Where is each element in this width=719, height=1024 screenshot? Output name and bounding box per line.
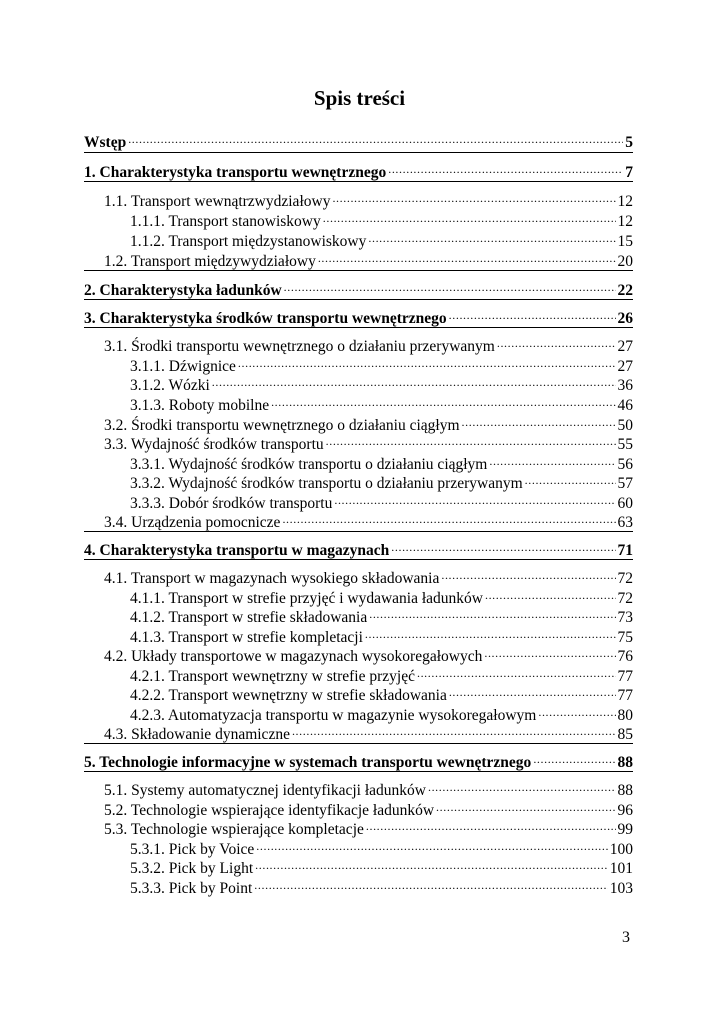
toc-entry-4-1-2[interactable] [130,602,633,626]
toc-entry-label: 1. Charakterystyka transportu wewnętrznego [84,164,387,181]
toc-entry-label: 4.1.3. Transport w strefie kompletacji [130,629,363,646]
toc-entry-label: 2. Charakterystyka ładunków [84,282,282,299]
toc-entry-page: 55 [617,436,633,453]
toc-entry-page: 46 [617,397,633,414]
toc-entry-label: 5.3.1. Pick by Voice [130,841,255,858]
toc-entry-page: 27 [617,338,633,355]
dot-leader [485,583,616,603]
toc-entry-page: 88 [617,754,633,771]
dot-leader [128,127,623,147]
toc-entry-label: 4.1. Transport w magazynach wysokiego składowania [104,570,440,587]
page-number: 3 [622,929,630,946]
toc-entry-3-3-2[interactable] [130,468,633,492]
dot-leader [428,775,616,795]
dot-leader [388,157,623,177]
toc-entry-page: 71 [617,542,633,559]
dot-leader [417,661,616,681]
toc-entry-label: 4. Charakterystyka transportu w magazynach [84,542,390,559]
dot-leader [326,429,616,449]
toc-entry-page: 22 [617,282,633,299]
toc-entry-label: 5.3.2. Pick by Light [130,860,254,877]
toc-entry-page: 96 [617,802,633,819]
toc-entry-page: 12 [617,213,633,230]
dot-leader [462,410,616,430]
toc-entry-3-1-1[interactable] [130,351,633,375]
toc-entry-page: 99 [617,821,633,838]
toc-entry-page: 63 [617,514,633,531]
toc-entry-label: 5.3.3. Pick by Point [130,880,253,897]
toc-entry-page: 76 [617,648,633,665]
toc-entry-3-1[interactable] [104,331,633,355]
toc-entry-label: 4.2.2. Transport wewnętrzny w strefie składowania [130,687,447,704]
dot-leader [284,275,616,295]
dot-leader [292,719,616,739]
dot-leader [368,226,615,246]
toc-entry-1-2[interactable] [104,246,633,270]
dot-leader [489,449,615,469]
toc-entry-4-2-3[interactable] [130,700,633,724]
section-divider [84,771,633,772]
toc-entry-page: 20 [617,253,633,270]
toc-entry-label: 3.3.1. Wydajność środków transportu o działaniu ciągłym [130,456,488,473]
toc-entry-4-1[interactable] [104,563,633,587]
toc-entry-label: 1.1. Transport wewnątrzwydziałowy [104,193,331,210]
toc-entry-label: 4.1.1. Transport w strefie przyjęć i wydawania ładunków [130,590,483,607]
toc-entry-chapter-3[interactable] [84,303,633,327]
section-divider [84,270,633,271]
toc-entry-label: 5. Technologie informacyjne w systemach transportu wewnętrznego [84,754,532,771]
toc-entry-4-3[interactable] [104,719,633,743]
dot-leader [282,507,615,527]
toc-entry-5-3[interactable] [104,814,633,838]
dot-leader [365,622,616,642]
toc-entry-page: 88 [617,782,633,799]
dot-leader [497,331,616,351]
toc-entry-label: 4.3. Składowanie dynamiczne [104,726,290,743]
section-divider [84,743,633,744]
dot-leader [366,814,616,834]
dot-leader [255,853,608,873]
section-divider [84,559,633,560]
toc-entry-label: 1.1.2. Transport międzystanowiskowy [130,233,367,250]
toc-entry-5-3-1[interactable] [130,834,633,858]
toc-entry-1-1[interactable] [104,186,633,210]
toc-entry-wstep[interactable] [84,127,633,151]
dot-leader [212,370,616,390]
toc-entry-page: 75 [617,629,633,646]
toc-entry-page: 72 [617,570,633,587]
dot-leader [323,206,616,226]
toc-entry-chapter-1[interactable] [84,157,633,181]
dot-leader [533,747,615,767]
page-title: Spis treści [313,86,406,110]
dot-leader [484,641,615,661]
toc-entry-5-1[interactable] [104,775,633,799]
toc-entry-label: 3.3. Wydajność środków transportu [104,436,324,453]
toc-entry-1-1-1[interactable] [130,206,633,230]
toc-entry-label: 4.2. Układy transportowe w magazynach wysokoregałowych [104,648,483,665]
dot-leader [332,186,615,206]
dot-leader [525,468,616,488]
toc-entry-label: 3.1. Środki transportu wewnętrznego o działaniu przerywanym [104,338,495,355]
section-divider [84,531,633,532]
toc-entry-3-2[interactable] [104,410,633,434]
toc-entry-page: 72 [617,590,633,607]
toc-entry-1-1-2[interactable] [130,226,633,250]
dot-leader [369,602,615,622]
toc-entry-page: 77 [617,687,633,704]
dot-leader [538,700,615,720]
dot-leader [318,246,616,266]
toc-entry-label: 3.4. Urządzenia pomocnicze [104,514,281,531]
toc-entry-label: 3. Charakterystyka środków transportu wewnętrznego [84,310,447,327]
toc-entry-page: 50 [617,417,633,434]
toc-entry-label: 4.1.2. Transport w strefie składowania [130,609,368,626]
dot-leader [254,873,607,893]
toc-entry-page: 77 [617,668,633,685]
section-divider [84,299,633,300]
toc-entry-page: 7 [625,164,633,181]
dot-leader [449,303,616,323]
toc-entry-page: 73 [617,609,633,626]
section-divider [84,152,633,153]
toc-entry-page: 5 [625,134,633,151]
toc-entry-3-3-3[interactable] [130,488,633,512]
toc-entry-3-3[interactable] [104,429,633,453]
toc-entry-5-3-2[interactable] [130,853,633,877]
toc-entry-label: 3.2. Środki transportu wewnętrznego o działaniu ciągłym [104,417,460,434]
toc-entry-page: 100 [609,841,633,858]
toc-entry-chapter-5[interactable] [84,747,633,771]
dot-leader [334,488,615,508]
toc-entry-4-2[interactable] [104,641,633,665]
toc-entry-page: 103 [609,880,633,897]
toc-entry-4-2-1[interactable] [130,661,633,685]
toc-entry-5-2[interactable] [104,795,633,819]
toc-entry-label: 1.1.1. Transport stanowiskowy [130,213,321,230]
toc-entry-page: 26 [617,310,633,327]
dot-leader [441,563,615,583]
section-divider [84,327,633,328]
toc-entry-label: 3.3.2. Wydajność środków transportu o działaniu przerywanym [130,475,523,492]
toc-entry-page: 60 [617,495,633,512]
dot-leader [449,680,616,700]
toc-entry-label: 3.1.1. Dźwignice [130,358,236,375]
toc-entry-page: 36 [617,377,633,394]
toc-entry-page: 101 [609,860,633,877]
toc-entry-page: 80 [617,707,633,724]
section-divider [84,181,633,182]
toc-entry-page: 56 [617,456,633,473]
toc-entry-label: 3.1.3. Roboty mobilne [130,397,270,414]
toc-entry-5-3-3[interactable] [130,873,633,897]
toc-entry-3-3-1[interactable] [130,449,633,473]
dot-leader [256,834,607,854]
toc-entry-label: 4.2.1. Transport wewnętrzny w strefie przyjęć [130,668,415,685]
toc-entry-page: 85 [617,726,633,743]
dot-leader [238,351,616,371]
dot-leader [436,795,615,815]
dot-leader [391,535,615,555]
toc-entry-label: 3.1.2. Wózki [130,377,210,394]
toc-entry-page: 15 [617,233,633,250]
toc-entry-3-4[interactable] [104,507,633,531]
toc-entry-label: 3.3.3. Dobór środków transportu [130,495,333,512]
dot-leader [271,390,615,410]
toc-entry-page: 57 [617,475,633,492]
toc-entry-4-1-3[interactable] [130,622,633,646]
toc-entry-label: 5.3. Technologie wspierające kompletacje [104,821,364,838]
toc-entry-label: 5.2. Technologie wspierające identyfikacje ładunków [104,802,435,819]
toc-entry-page: 27 [617,358,633,375]
toc-entry-4-2-2[interactable] [130,680,633,704]
toc-entry-chapter-4[interactable] [84,535,633,559]
toc-entry-4-1-1[interactable] [130,583,633,607]
toc-entry-3-1-3[interactable] [130,390,633,414]
toc-entry-chapter-2[interactable] [84,275,633,299]
toc-entry-label: 5.1. Systemy automatycznej identyfikacji ładunków [104,782,426,799]
toc-entry-3-1-2[interactable] [130,370,633,394]
toc-entry-page: 12 [617,193,633,210]
toc-entry-label: 4.2.3. Automatyzacja transportu w magazynie wysokoregałowym [130,707,537,724]
toc-entry-label: Wstęp [84,134,127,151]
toc-entry-label: 1.2. Transport międzywydziałowy [104,253,316,270]
